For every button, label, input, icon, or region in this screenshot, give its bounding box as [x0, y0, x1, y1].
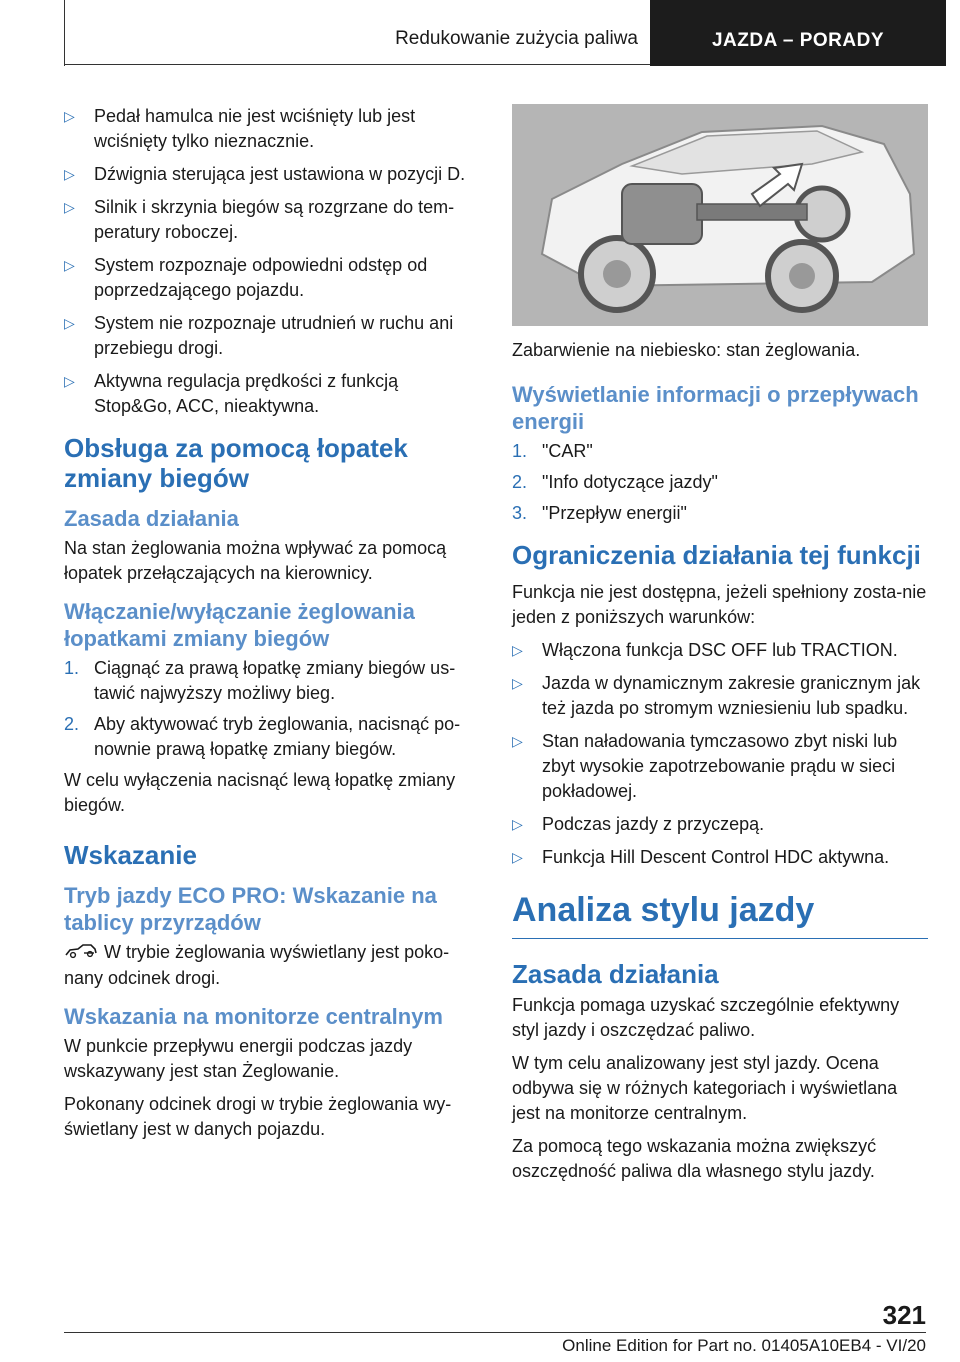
- heading-eco: Tryb jazdy ECO PRO: Wskazanie na tablicy przyrządów: [64, 883, 437, 935]
- paragraph-analysis-3: Za pomocą tego wskazania można zwiększyć oszczędność paliwa dla własnego stylu jazdy.: [512, 1136, 877, 1181]
- triangle-right-icon: ▷: [64, 166, 75, 182]
- heading-principle: Zasada działania: [64, 506, 239, 531]
- paragraph-monitor-1: W punkcie przepływu energii podczas jazdy wskazywany jest stan Żeglowanie.: [64, 1035, 413, 1081]
- list-item: ▷ System nie rozpoznaje utrudnień w ruchu ani przebiegu drogi.: [64, 313, 454, 358]
- footer-edition: Online Edition for Part no. 01405A10EB4 - VI/20: [562, 1336, 926, 1355]
- heading-analysis: Analiza stylu jazdy: [512, 890, 928, 939]
- list-item: ▷ Dźwignia sterująca jest ustawiona w pozycji D.: [64, 162, 478, 187]
- list-item: ▷ Włączona funkcja DSC OFF lub TRACTION.: [512, 638, 928, 663]
- heading-monitor: Wskazania na monitorze centralnym: [64, 1003, 443, 1029]
- triangle-right-icon: ▷: [64, 108, 75, 124]
- heading-display: Wskazanie: [64, 840, 197, 870]
- limits-list: [512, 638, 928, 870]
- header-section-title: Redukowanie zużycia paliwa: [395, 28, 638, 49]
- paragraph-analysis-1: Funkcja pomaga uzyskać szczególnie efektywny styl jazdy i oszczędzać paliwo.: [512, 995, 900, 1040]
- heading-limits: Ograniczenia działania tej funkcji: [512, 540, 921, 570]
- list-item: 1. "CAR": [512, 441, 593, 461]
- car-powertrain-image: [512, 104, 928, 326]
- triangle-right-icon: ▷: [512, 642, 523, 658]
- footer-divider: [64, 1332, 926, 1333]
- heading-switch: Włączanie/wyłączanie żeglowania łopatkami zmiany biegów: [64, 599, 415, 651]
- list-item: 2. Aby aktywować tryb żeglowania, nacisnąć po-nownie prawą łopatkę zmiany biegów.: [64, 714, 461, 759]
- list-item: 3. "Przepływ energii": [512, 503, 687, 523]
- heading-principle-2: Zasada działania: [512, 959, 719, 989]
- list-item: ▷ Pedał hamulca nie jest wciśnięty lub jest wciśnięty tylko nieznacznie.: [64, 106, 416, 151]
- right-column: [512, 104, 928, 1192]
- triangle-right-icon: ▷: [512, 816, 523, 832]
- list-item: ▷ Funkcja Hill Descent Control HDC aktywna.: [512, 845, 928, 870]
- triangle-right-icon: ▷: [512, 675, 523, 691]
- conditions-list: [64, 104, 478, 419]
- heading-paddles: Obsługa za pomocą łopatek zmiany biegów: [64, 433, 408, 493]
- page-number: 321: [882, 1300, 926, 1330]
- triangle-right-icon: ▷: [64, 315, 75, 331]
- switch-steps: [64, 656, 478, 762]
- triangle-right-icon: ▷: [64, 257, 75, 273]
- paragraph-off: W celu wyłączenia nacisnąć lewą łopatkę zmiany biegów.: [64, 770, 456, 815]
- list-item: ▷ Aktywna regulacja prędkości z funkcją Stop&Go, ACC, nieaktywna.: [64, 371, 399, 416]
- triangle-right-icon: ▷: [64, 373, 75, 389]
- list-item: ▷ Jazda w dynamicznym zakresie granicznym jak też jazda po stromym wzniesieniu lub spadku.: [512, 673, 921, 718]
- list-item: ▷ Podczas jazdy z przyczepą.: [512, 812, 928, 837]
- triangle-right-icon: ▷: [64, 199, 75, 215]
- energy-steps: [512, 439, 928, 526]
- paragraph-eco: W trybie żeglowania wyświetlany jest poko-nany odcinek drogi.: [64, 942, 450, 988]
- left-column: [64, 104, 478, 1150]
- header-underline: [64, 64, 650, 65]
- header-chapter-tab: JAZDA – PORADY: [650, 0, 946, 66]
- list-item: 2. "Info dotyczące jazdy": [512, 472, 718, 492]
- header-divider: [64, 0, 65, 66]
- list-item: ▷ System rozpoznaje odpowiedni odstęp od poprzedzającego pojazdu.: [64, 255, 428, 300]
- image-caption: Zabarwienie na niebiesko: stan żeglowania.: [512, 340, 861, 360]
- triangle-right-icon: ▷: [512, 849, 523, 865]
- paragraph-limits: Funkcja nie jest dostępna, jeżeli spełniony zosta-nie jeden z poniższych warunków:: [512, 582, 927, 627]
- paragraph-monitor-2: Pokonany odcinek drogi w trybie żeglowania wy-świetlany jest w danych pojazdu.: [64, 1093, 452, 1139]
- triangle-right-icon: ▷: [512, 733, 523, 749]
- list-item: 1. Ciągnąć za prawą łopatkę zmiany biegów us-tawić najwyższy możliwy bieg.: [64, 658, 456, 703]
- paragraph-analysis-2: W tym celu analizowany jest styl jazdy. Ocena odbywa się w różnych kategoriach i wyświetlana jest na monitorze centralnym.: [512, 1053, 898, 1123]
- list-item: ▷ Stan naładowania tymczasowo zbyt niski lub zbyt wysokie zapotrzebowanie prądu w sieci pokładowej.: [512, 731, 898, 801]
- coasting-car-icon: [64, 941, 98, 966]
- paragraph-principle: Na stan żeglowania można wpływać za pomocą łopatek przełączających na kierownicy.: [64, 538, 447, 583]
- list-item: ▷ Silnik i skrzynia biegów są rozgrzane do tem-peratury roboczej.: [64, 197, 455, 242]
- heading-energy: Wyświetlanie informacji o przepływach energii: [512, 382, 919, 434]
